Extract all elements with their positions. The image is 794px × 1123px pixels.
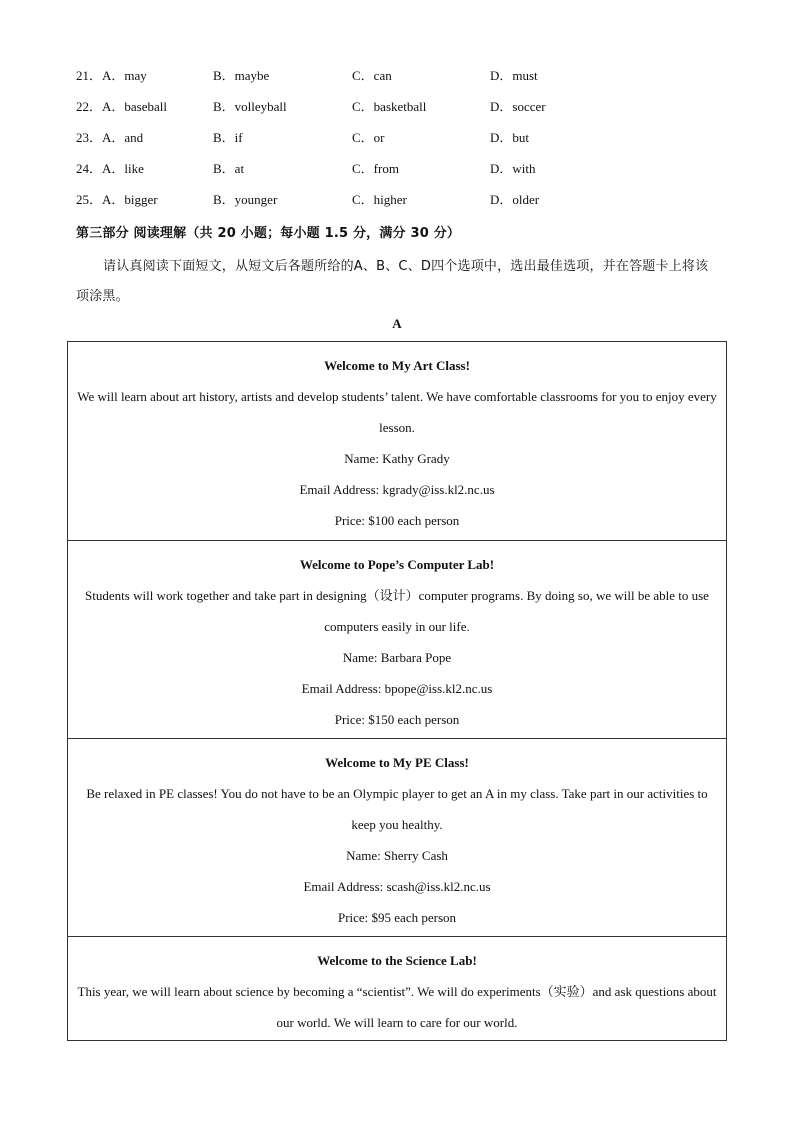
option-22-d: D．soccer <box>490 99 546 114</box>
option-21-b: B．maybe <box>213 68 270 83</box>
option-row-23 <box>76 128 716 159</box>
ad-body: This year, we will learn about science by becoming a “scientist”. We will do experiments（实验）and ask questions about our world. We will learn to care for our world. <box>77 984 717 1030</box>
option-21-c: C．can <box>352 68 392 83</box>
ad-science-lab <box>68 936 726 1040</box>
option-24-c: C．from <box>352 161 399 176</box>
ad-email: Email Address: scash@iss.kl2.nc.us <box>303 879 491 894</box>
ad-contact-name: Name: Sherry Cash <box>346 848 448 863</box>
section-instructions: 请认真阅读下面短文，从短文后各题所给的A、B、C、D四个选项中，选出最佳选项，并在答题卡上将该项涂黑。 <box>76 259 709 304</box>
ad-computer-lab <box>68 540 726 738</box>
option-24-b: B．at <box>213 161 245 176</box>
option-25-a: 25．A．bigger <box>76 192 158 207</box>
ad-email: Email Address: bpope@iss.kl2.nc.us <box>301 681 493 696</box>
section-title: 第三部分 阅读理解（共 20 小题；每小题 1.5 分，满分 30 分） <box>76 226 461 241</box>
option-22-c: C．basketball <box>352 99 427 114</box>
passage-label: A <box>392 316 402 331</box>
ad-price: Price: $150 each person <box>334 712 460 727</box>
ad-pe-class <box>68 738 726 936</box>
option-25-c: C．higher <box>352 192 407 207</box>
option-23-b: B．if <box>213 130 243 145</box>
ad-contact-name: Name: Kathy Grady <box>344 451 450 466</box>
option-24-d: D．with <box>490 161 536 176</box>
ads-table <box>67 341 727 1041</box>
cloze-options <box>76 66 716 221</box>
option-21-d: D．must <box>490 68 538 83</box>
ad-title: Welcome to the Science Lab! <box>317 953 477 968</box>
ad-body: Be relaxed in PE classes! You do not have to be an Olympic player to get an A in my class. Take part in our activities to keep you healthy. <box>86 786 708 832</box>
ad-title: Welcome to Pope’s Computer Lab! <box>299 557 495 572</box>
option-25-b: B．younger <box>213 192 278 207</box>
option-23-c: C．or <box>352 130 385 145</box>
option-row-24 <box>76 159 716 190</box>
option-25-d: D．older <box>490 192 540 207</box>
ad-price: Price: $95 each person <box>337 910 457 925</box>
option-row-22 <box>76 97 716 128</box>
ad-contact-name: Name: Barbara Pope <box>342 650 452 665</box>
option-row-25 <box>76 190 716 221</box>
option-row-21 <box>76 66 716 97</box>
option-22-b: B．volleyball <box>213 99 287 114</box>
ad-title: Welcome to My PE Class! <box>325 755 469 770</box>
ad-title: Welcome to My Art Class! <box>324 358 470 373</box>
option-22-a: 22．A．baseball <box>76 99 167 114</box>
option-23-d: D．but <box>490 130 530 145</box>
ad-body: We will learn about art history, artists and develop students’ talent. We have comfortable classrooms for you to enjoy every lesson. <box>77 389 717 435</box>
option-24-a: 24．A．like <box>76 161 144 176</box>
ad-email: Email Address: kgrady@iss.kl2.nc.us <box>299 482 495 497</box>
ad-body: Students will work together and take part in designing（设计）computer programs. By doing so, we will be able to use computers easily in our life. <box>85 588 709 634</box>
ad-price: Price: $100 each person <box>334 513 460 528</box>
option-21-a: 21．A．may <box>76 68 147 83</box>
ad-art-class <box>68 342 726 540</box>
option-23-a: 23．A．and <box>76 130 144 145</box>
